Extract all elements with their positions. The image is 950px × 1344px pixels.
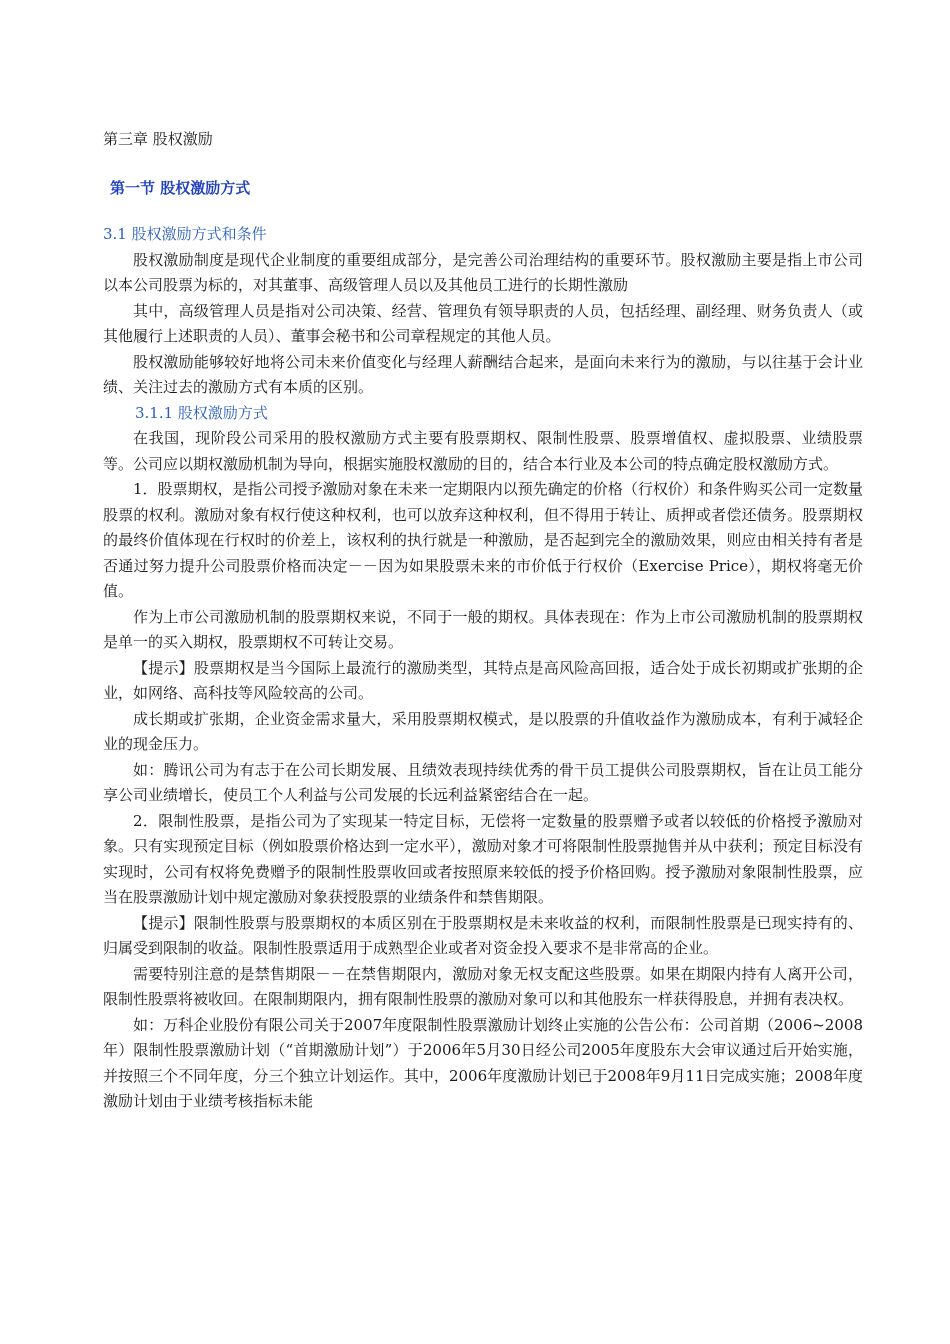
- paragraph: 1．股票期权，是指公司授予激励对象在未来一定期限内以预先确定的价格（行权价）和条件购买公司一定数量股票的权利。激励对象有权行使这种权利，也可以放弃这种权利，但不得用于转让、质押或者偿还债务。股票期权的最终价值体现在行权时的价差上，该权利的执行就是一种激励，是否起到完全的激励效果，则应由相关持有者是否通过努力提升公司股票价格而决定－－因为如果股票未来的市价低于行权价（Exercise Price），期权将毫无价值。: [103, 480, 863, 600]
- paragraph: 需要特别注意的是禁售期限－－在禁售期限内，激励对象无权支配这些股票。如果在期限内持有人离开公司，限制性股票将被收回。在限制期限内，拥有限制性股票的激励对象可以和其他股东一样获得股息，并拥有表决权。: [103, 964, 863, 1008]
- paragraph: 股权激励能够较好地将公司未来价值变化与经理人薪酬结合起来，是面向未来行为的激励，与以往基于会计业绩、关注过去的激励方式有本质的区别。: [103, 352, 863, 396]
- paragraph: 其中，高级管理人员是指对公司决策、经营、管理负有领导职责的人员，包括经理、副经理、财务负责人（或其他履行上述职责的人员）、董事会秘书和公司章程规定的其他人员。: [103, 301, 863, 345]
- subsubsection-heading: 3.1.1 股权激励方式: [135, 403, 268, 422]
- paragraph: 作为上市公司激励机制的股票期权来说，不同于一般的期权。具体表现在：作为上市公司激励机制的股票期权是单一的买入期权，股票期权不可转让交易。: [103, 607, 863, 651]
- paragraph: 2．限制性股票，是指公司为了实现某一特定目标，无偿将一定数量的股票赠予或者以较低的价格授予激励对象。只有实现预定目标（例如股票价格达到一定水平），激励对象才可将限制性股票抛售并从中获利；预定目标没有实现时，公司有权将免费赠予的限制性股票收回或者按照原来较低的授予价格回购。授予激励对象限制性股票，应当在股票激励计划中规定激励对象获授股票的业绩条件和禁售期限。: [103, 811, 863, 906]
- example-paragraph: 如：腾讯公司为有志于在公司长期发展、且绩效表现持续优秀的骨干员工提供公司股票期权，旨在让员工能分享公司业绩增长，使员工个人利益与公司发展的长远利益紧密结合在一起。: [103, 760, 863, 804]
- paragraph: 在我国，现阶段公司采用的股权激励方式主要有股票期权、限制性股票、股票增值权、虚拟股票、业绩股票等。公司应以期权激励机制为导向，根据实施股权激励的目的，结合本行业及本公司的特点确定股权激励方式。: [103, 429, 863, 473]
- example-paragraph: 如：万科企业股份有限公司关于2007年度限制性股票激励计划终止实施的公告公布：公司首期（2006~2008年）限制性股票激励计划（“首期激励计划”）于2006年5月30日经公司2005年度股东大会审议通过后开始实施，并按照三个不同年度，分三个独立计划运作。其中，2006年度激励计划已于2008年9月11日完成实施；2008年度激励计划由于业绩考核指标未能: [103, 1015, 863, 1110]
- paragraph: 股权激励制度是现代企业制度的重要组成部分，是完善公司治理结构的重要环节。股权激励主要是指上市公司以本公司股票为标的，对其董事、高级管理人员以及其他员工进行的长期性激励: [103, 250, 863, 294]
- tip-paragraph: 【提示】股票期权是当今国际上最流行的激励类型，其特点是高风险高回报，适合处于成长初期或扩张期的企业，如网络、高科技等风险较高的公司。: [103, 658, 863, 702]
- subsection-heading: 3.1 股权激励方式和条件: [103, 225, 267, 243]
- chapter-title: 第三章 股权激励: [103, 130, 213, 148]
- tip-paragraph: 【提示】限制性股票与股票期权的本质区别在于股票期权是未来收益的权利，而限制性股票是已现实持有的、归属受到限制的收益。限制性股票适用于成熟型企业或者对资金投入要求不是非常高的企业。: [103, 913, 863, 957]
- paragraph: 成长期或扩张期，企业资金需求量大，采用股票期权模式，是以股票的升值收益作为激励成本，有利于减轻企业的现金压力。: [103, 709, 863, 753]
- section-title: 第一节 股权激励方式: [110, 179, 251, 197]
- document-body: [103, 222, 863, 1115]
